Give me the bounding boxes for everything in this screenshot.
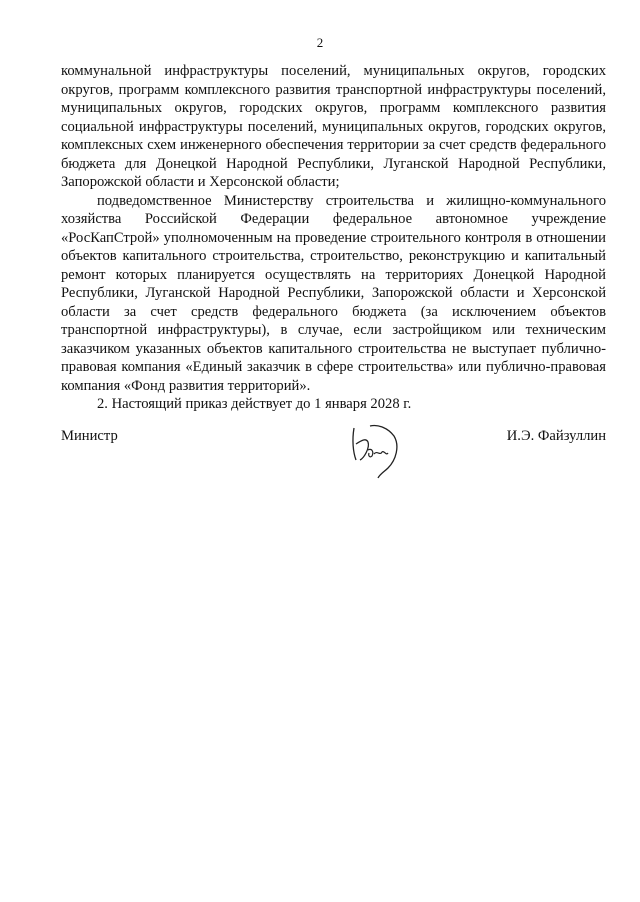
document-body <box>61 62 606 414</box>
paragraph-roskapstroy: подведомственное Министерству строительства и жилищно-коммунального хозяйства Российской Федерации федеральное автономное учреждение «РосКапСтрой» уполномоченным на проведение строительного контроля в отношении объектов капитального строительства, строительство, реконструкцию и капитальный ремонт которых планируется осуществлять на территориях Донецкой Народной Республики, Луганской Народной Республики, Запорожской области и Херсонской области за счет средств федерального бюджета (за исключением объектов транспортной инфраструктуры), в случае, если застройщиком или техническим заказчиком указанных объектов капитального строительства не выступает публично-правовая компания «Единый заказчик в сфере строительства» или публично-правовая компания «Фонд развития территорий». <box>61 192 606 394</box>
signature-block <box>61 420 606 480</box>
paragraph-validity: 2. Настоящий приказ действует до 1 января 2028 г. <box>97 396 412 412</box>
signatory-title: Министр <box>61 428 118 444</box>
paragraph-continuation: коммунальной инфраструктуры поселений, муниципальных округов, городских округов, программ комплексного развития транспортной инфраструктуры поселений, муниципальных округов, городских округов, программ комплексного развития социальной инфраструктуры поселений, муниципальных округов, городских округов, комплексных схем инженерного обеспечения территории за счет средств федерального бюджета для Донецкой Народной Республики, Луганской Народной Республики, Запорожской области и Херсонской области; <box>61 63 606 190</box>
page-number: 2 <box>316 35 324 50</box>
handwritten-signature <box>344 420 414 480</box>
signatory-name: И.Э. Файзуллин <box>506 428 606 444</box>
